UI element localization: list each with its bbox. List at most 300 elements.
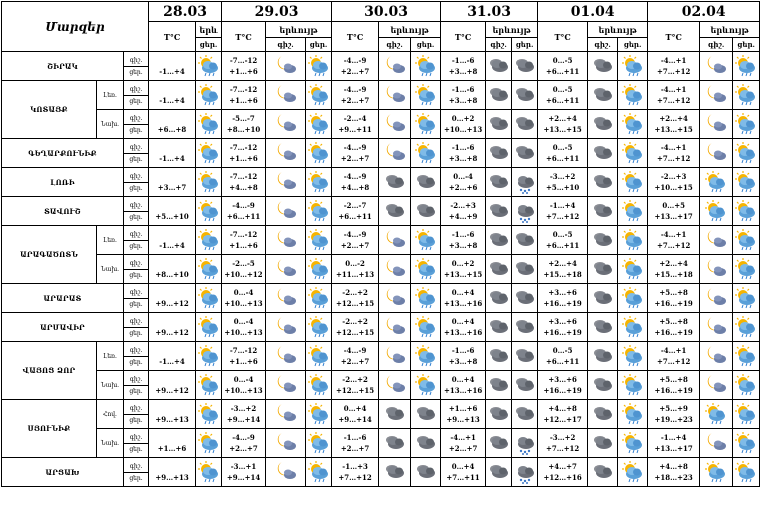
clouds-icon [588, 81, 618, 110]
temperature-value: 0…+4 +13…+16 [441, 371, 486, 400]
temperature-value: -1…-6 +3…+8 [441, 342, 486, 371]
moon-cloud-icon [266, 52, 306, 81]
sun-cloud-rain-icon [196, 400, 222, 429]
region-name: ԿՈՏԱՅՔ [2, 81, 97, 139]
night-day-label: գիշ. ցեր. [124, 284, 149, 313]
sun-cloud-rain-icon [196, 139, 222, 168]
sun-cloud-rain-icon [733, 226, 760, 255]
temperature-value: +2…+4 +13…+15 [648, 110, 700, 139]
sun-cloud-rain-icon [306, 110, 332, 139]
clouds-icon [486, 458, 512, 487]
weather-header: երևույթ [486, 22, 538, 38]
clouds-icon [379, 429, 411, 458]
temperature-value: -4…-9 +2…+7 [332, 226, 379, 255]
night-header: գիշ. [379, 38, 411, 52]
moon-cloud-icon [379, 284, 411, 313]
sun-cloud-rain-icon [306, 197, 332, 226]
moon-cloud-icon [266, 342, 306, 371]
clouds-icon [512, 284, 538, 313]
moon-cloud-icon [700, 139, 733, 168]
temperature-value: 0…-5 +6…+11 [538, 139, 588, 168]
night-day-label: գիշ. ցեր. [124, 458, 149, 487]
zone-label: Լեռ. [97, 226, 124, 255]
temperature-value: -7…-12 +1…+6 [222, 81, 266, 110]
sun-cloud-rain-icon [306, 139, 332, 168]
moon-cloud-icon [700, 52, 733, 81]
temperature-value: +3…+6 +16…+19 [538, 313, 588, 342]
clouds-icon [379, 458, 411, 487]
sun-cloud-rain-icon [618, 110, 648, 139]
temperature-value: -3…+2 +5…+10 [538, 168, 588, 197]
night-day-label: գիշ. ցեր. [124, 342, 149, 371]
zone-label: Նախ. [97, 255, 124, 284]
clouds-icon [588, 255, 618, 284]
sun-cloud-rain-icon [733, 255, 760, 284]
sun-cloud-rain-icon [196, 255, 222, 284]
clouds-icon [512, 371, 538, 400]
clouds-icon [486, 139, 512, 168]
temperature-value: -4…+1 +7…+12 [648, 139, 700, 168]
region-name: ՎԱՅՈՑ ՁՈՐ [2, 342, 97, 400]
table-row [2, 52, 760, 81]
sun-cloud-rain-icon [618, 168, 648, 197]
temperature-value: +3…+6 +16…+19 [538, 284, 588, 313]
sun-cloud-rain-icon [306, 313, 332, 342]
temperature-value: -1…+3 +7…+12 [332, 458, 379, 487]
sun-cloud-rain-icon [733, 81, 760, 110]
region-name: ՍՅՈՒՆԻՔ [2, 400, 97, 458]
temperature-value: +5…+8 +16…+19 [648, 313, 700, 342]
temp-header: T°C [149, 22, 196, 52]
zone-label: Նախ. [97, 110, 124, 139]
sun-cloud-rain-icon [700, 458, 733, 487]
temperature-value: +1…+6 +9…+13 [441, 400, 486, 429]
sun-cloud-rain-icon [196, 458, 222, 487]
clouds-icon [588, 139, 618, 168]
sun-cloud-rain-icon [306, 342, 332, 371]
temperature-value: 0…-5 +6…+11 [538, 226, 588, 255]
clouds-icon [588, 429, 618, 458]
clouds-icon [411, 168, 441, 197]
date-header: 29.03 [222, 2, 332, 22]
night-day-label: գիշ. ցեր. [124, 255, 149, 284]
clouds-icon [486, 371, 512, 400]
moon-cloud-icon [379, 313, 411, 342]
sun-cloud-rain-icon [618, 139, 648, 168]
moon-cloud-icon [700, 284, 733, 313]
temperature-value: -1…-6 +3…+8 [441, 226, 486, 255]
temperature-value: -4…-9 +2…+7 [332, 139, 379, 168]
temperature-value: 0…+2 +13…+15 [441, 255, 486, 284]
day-header: ցեր. [306, 38, 332, 52]
temperature-value: 0…-5 +6…+11 [538, 81, 588, 110]
moon-cloud-icon [379, 139, 411, 168]
weather-header: երև [196, 22, 222, 38]
temperature-value: -2…+2 +12…+15 [332, 313, 379, 342]
clouds-icon [486, 342, 512, 371]
sun-cloud-rain-icon [306, 371, 332, 400]
clouds-icon [379, 168, 411, 197]
temperature-value: -1…+4 [149, 52, 196, 81]
snow-cloud-icon [512, 168, 538, 197]
clouds-icon [512, 52, 538, 81]
table-row [2, 429, 760, 458]
sun-cloud-rain-icon [733, 429, 760, 458]
moon-cloud-icon [700, 371, 733, 400]
temp-header: T°C [648, 22, 700, 52]
clouds-icon [588, 197, 618, 226]
temp-header: T°C [222, 22, 266, 52]
temperature-value: -5…-7 +8…+10 [222, 110, 266, 139]
temperature-value: 0…-4 +2…+6 [441, 168, 486, 197]
temperature-value: -4…+1 +7…+12 [648, 52, 700, 81]
date-header: 02.04 [648, 2, 760, 22]
temperature-value: +9…+13 [149, 400, 196, 429]
sun-cloud-rain-icon [411, 139, 441, 168]
clouds-icon [379, 197, 411, 226]
weather-header: երևույթ [266, 22, 332, 38]
temperature-value: -4…+1 +7…+12 [648, 81, 700, 110]
day-header: ցեր. [411, 38, 441, 52]
night-day-label: գիշ. ցեր. [124, 52, 149, 81]
sun-cloud-rain-icon [618, 458, 648, 487]
moon-cloud-icon [266, 168, 306, 197]
forecast-body [2, 52, 760, 487]
clouds-icon [486, 226, 512, 255]
sun-cloud-rain-icon [196, 342, 222, 371]
sun-cloud-rain-icon [618, 429, 648, 458]
region-name: ԱՐԱՐԱՏ [2, 284, 124, 313]
sun-cloud-rain-icon [700, 400, 733, 429]
weather-header: երևույթ [588, 22, 648, 38]
moon-cloud-icon [700, 226, 733, 255]
forecast-table [1, 1, 760, 487]
sun-cloud-rain-icon [733, 139, 760, 168]
sun-cloud-rain-icon [306, 81, 332, 110]
temperature-value: -4…+1 +2…+7 [441, 429, 486, 458]
temperature-value: -1…+4 [149, 342, 196, 371]
sun-cloud-rain-icon [733, 313, 760, 342]
sun-cloud-rain-icon [411, 284, 441, 313]
temperature-value: -3…+1 +9…+14 [222, 458, 266, 487]
temperature-value: 0…+4 +9…+14 [332, 400, 379, 429]
night-day-label: գիշ. ցեր. [124, 429, 149, 458]
night-day-label: գիշ. ցեր. [124, 139, 149, 168]
clouds-icon [486, 81, 512, 110]
table-row [2, 168, 760, 197]
moon-cloud-icon [379, 226, 411, 255]
temperature-value: -7…-12 +1…+6 [222, 342, 266, 371]
temperature-value: -7…-12 +1…+6 [222, 226, 266, 255]
sun-cloud-rain-icon [618, 226, 648, 255]
moon-cloud-icon [700, 255, 733, 284]
clouds-icon [486, 110, 512, 139]
moon-cloud-icon [266, 81, 306, 110]
clouds-icon [588, 313, 618, 342]
temperature-value: -7…-12 +1…+6 [222, 52, 266, 81]
temperature-value: -1…-6 +3…+8 [441, 81, 486, 110]
night-day-label: գիշ. ցեր. [124, 168, 149, 197]
temperature-value: 0…+2 +10…+13 [441, 110, 486, 139]
clouds-icon [588, 168, 618, 197]
temperature-value: 0…-4 +10…+13 [222, 371, 266, 400]
sun-cloud-rain-icon [618, 342, 648, 371]
table-row [2, 226, 760, 255]
sun-cloud-rain-icon [306, 255, 332, 284]
snow-cloud-icon [512, 458, 538, 487]
clouds-icon [588, 284, 618, 313]
clouds-icon [486, 52, 512, 81]
temperature-value: 0…+5 +13…+17 [648, 197, 700, 226]
sun-cloud-rain-icon [733, 342, 760, 371]
sun-cloud-rain-icon [618, 313, 648, 342]
clouds-icon [512, 342, 538, 371]
temperature-value: -2…-5 +10…+12 [222, 255, 266, 284]
temperature-value: -2…+3 +10…+15 [648, 168, 700, 197]
temperature-value: -2…-7 +6…+11 [332, 197, 379, 226]
temp-header: T°C [538, 22, 588, 52]
moon-cloud-icon [266, 284, 306, 313]
moon-cloud-icon [266, 139, 306, 168]
table-row [2, 284, 760, 313]
zone-label: Հով. [97, 400, 124, 429]
clouds-icon [486, 429, 512, 458]
zone-label: Նախ. [97, 429, 124, 458]
temperature-value: -4…-9 +2…+7 [222, 429, 266, 458]
clouds-icon [588, 371, 618, 400]
temperature-value: -7…-12 +1…+6 [222, 139, 266, 168]
temperature-value: 0…-2 +11…+13 [332, 255, 379, 284]
sun-cloud-rain-icon [411, 110, 441, 139]
sun-cloud-rain-icon [196, 52, 222, 81]
sun-cloud-rain-icon [306, 52, 332, 81]
table-row [2, 197, 760, 226]
temperature-value: +4…+8 +12…+17 [538, 400, 588, 429]
temperature-value: +2…+4 +15…+18 [648, 255, 700, 284]
temperature-value: 0…-5 +6…+11 [538, 342, 588, 371]
sun-cloud-rain-icon [196, 81, 222, 110]
sun-cloud-rain-icon [306, 429, 332, 458]
sun-cloud-rain-icon [733, 284, 760, 313]
moon-cloud-icon [266, 458, 306, 487]
temperature-value: 0…+4 +13…+16 [441, 313, 486, 342]
clouds-icon [486, 255, 512, 284]
sun-cloud-rain-icon [306, 458, 332, 487]
temperature-value: +5…+8 +16…+19 [648, 284, 700, 313]
clouds-icon [588, 458, 618, 487]
temperature-value: -1…-6 +3…+8 [441, 52, 486, 81]
zone-label: Լեռ. [97, 342, 124, 371]
weather-header: երևույթ [700, 22, 760, 38]
night-day-label: գիշ. ցեր. [124, 400, 149, 429]
region-name: ՇԻՐԱԿ [2, 52, 124, 81]
clouds-icon [512, 139, 538, 168]
clouds-icon [379, 400, 411, 429]
moon-cloud-icon [266, 110, 306, 139]
date-header: 01.04 [538, 2, 648, 22]
sun-cloud-rain-icon [196, 168, 222, 197]
sun-cloud-rain-icon [411, 81, 441, 110]
temperature-value: +2…+4 +15…+18 [538, 255, 588, 284]
table-row [2, 313, 760, 342]
temperature-value: +3…+7 [149, 168, 196, 197]
night-day-label: գիշ. ցեր. [124, 81, 149, 110]
day-header: ցեր. [196, 38, 222, 52]
night-day-label: գիշ. ցեր. [124, 371, 149, 400]
temperature-value: -4…-9 +2…+7 [332, 52, 379, 81]
moon-cloud-icon [379, 81, 411, 110]
region-name: ԳԵՂԱՐՔՈՒՆԻՔ [2, 139, 124, 168]
sun-cloud-rain-icon [618, 81, 648, 110]
sun-cloud-rain-icon [618, 284, 648, 313]
zone-label: Նախ. [97, 371, 124, 400]
moon-cloud-icon [266, 255, 306, 284]
clouds-icon [512, 110, 538, 139]
temperature-value: +9…+12 [149, 313, 196, 342]
table-row [2, 255, 760, 284]
sun-cloud-rain-icon [618, 371, 648, 400]
moon-cloud-icon [700, 429, 733, 458]
sun-cloud-rain-icon [733, 52, 760, 81]
sun-cloud-rain-icon [306, 400, 332, 429]
temperature-value: -7…-12 +4…+8 [222, 168, 266, 197]
temperature-value: +5…+10 [149, 197, 196, 226]
sun-cloud-rain-icon [411, 255, 441, 284]
region-name: ԱՐԱԳԱԾՈՏՆ [2, 226, 97, 284]
clouds-icon [588, 110, 618, 139]
temperature-value: +3…+6 +16…+19 [538, 371, 588, 400]
temperature-value: -4…-9 +6…+11 [222, 197, 266, 226]
day-header: ցեր. [618, 38, 648, 52]
sun-cloud-rain-icon [618, 400, 648, 429]
clouds-icon [411, 400, 441, 429]
sun-cloud-rain-icon [306, 168, 332, 197]
night-day-label: գիշ. ցեր. [124, 226, 149, 255]
date-header: 30.03 [332, 2, 441, 22]
sun-cloud-rain-icon [733, 168, 760, 197]
region-name: ԱՐՄԱՎԻՐ [2, 313, 124, 342]
moon-cloud-icon [700, 110, 733, 139]
temperature-value: 0…-5 +6…+11 [538, 52, 588, 81]
moon-cloud-icon [266, 226, 306, 255]
clouds-icon [486, 284, 512, 313]
clouds-icon [486, 313, 512, 342]
temperature-value: +1…+6 [149, 429, 196, 458]
night-day-label: գիշ. ցեր. [124, 313, 149, 342]
temperature-value: -4…-9 +2…+7 [332, 81, 379, 110]
temperature-value: 0…-4 +10…+13 [222, 284, 266, 313]
clouds-icon [512, 255, 538, 284]
clouds-icon [486, 197, 512, 226]
sun-cloud-rain-icon [196, 197, 222, 226]
sun-cloud-rain-icon [411, 342, 441, 371]
clouds-icon [588, 52, 618, 81]
temperature-value: +5…+9 +19…+23 [648, 400, 700, 429]
zone-label: Լեռ. [97, 81, 124, 110]
temperature-value: -3…+2 +9…+14 [222, 400, 266, 429]
clouds-icon [512, 313, 538, 342]
night-day-label: գիշ. ցեր. [124, 197, 149, 226]
temperature-value: 0…+4 +7…+11 [441, 458, 486, 487]
clouds-icon [411, 197, 441, 226]
date-header: 31.03 [441, 2, 538, 22]
table-row [2, 81, 760, 110]
sun-cloud-rain-icon [700, 197, 733, 226]
sun-cloud-rain-icon [196, 429, 222, 458]
clouds-icon [486, 168, 512, 197]
sun-cloud-rain-icon [196, 371, 222, 400]
temperature-value: -1…+4 +7…+12 [538, 197, 588, 226]
sun-cloud-rain-icon [196, 284, 222, 313]
temperature-value: -1…+4 [149, 226, 196, 255]
temperature-value: -1…+4 [149, 81, 196, 110]
clouds-icon [588, 226, 618, 255]
regions-header: Մարզեր [2, 2, 149, 52]
sun-cloud-rain-icon [618, 255, 648, 284]
sun-cloud-rain-icon [196, 226, 222, 255]
temperature-value: -4…-9 +4…+8 [332, 168, 379, 197]
temperature-value: +9…+12 [149, 371, 196, 400]
sun-cloud-rain-icon [411, 371, 441, 400]
region-name: ՏԱՎՈՒՇ [2, 197, 124, 226]
temperature-value: -1…-6 +2…+7 [332, 429, 379, 458]
clouds-icon [411, 458, 441, 487]
region-name: ԱՐՑԱԽ [2, 458, 124, 487]
moon-cloud-icon [266, 429, 306, 458]
temperature-value: -4…-9 +2…+7 [332, 342, 379, 371]
temperature-value: -2…+3 +4…+9 [441, 197, 486, 226]
sun-cloud-rain-icon [306, 226, 332, 255]
sun-cloud-rain-icon [618, 52, 648, 81]
moon-cloud-icon [266, 197, 306, 226]
temp-header: T°C [332, 22, 379, 52]
sun-cloud-rain-icon [411, 52, 441, 81]
weather-header: երևույթ [379, 22, 441, 38]
night-header: գիշ. [588, 38, 618, 52]
temperature-value: -1…+4 +13…+17 [648, 429, 700, 458]
sun-cloud-rain-icon [306, 284, 332, 313]
temperature-value: +4…+8 +18…+23 [648, 458, 700, 487]
sun-cloud-rain-icon [411, 226, 441, 255]
temperature-value: -2…+2 +12…+15 [332, 284, 379, 313]
night-header: գիշ. [700, 38, 733, 52]
clouds-icon [512, 81, 538, 110]
moon-cloud-icon [379, 342, 411, 371]
temperature-value: +2…+4 +13…+15 [538, 110, 588, 139]
table-row [2, 458, 760, 487]
moon-cloud-icon [266, 371, 306, 400]
clouds-icon [588, 342, 618, 371]
moon-cloud-icon [379, 255, 411, 284]
sun-cloud-rain-icon [733, 197, 760, 226]
table-row [2, 342, 760, 371]
temperature-value: +8…+10 [149, 255, 196, 284]
snow-cloud-icon [512, 197, 538, 226]
moon-cloud-icon [379, 371, 411, 400]
table-row [2, 371, 760, 400]
temperature-value: -4…+1 +7…+12 [648, 342, 700, 371]
sun-cloud-rain-icon [733, 458, 760, 487]
clouds-icon [411, 429, 441, 458]
temperature-value: +5…+8 +16…+19 [648, 371, 700, 400]
temperature-value: +9…+12 [149, 284, 196, 313]
temperature-value: 0…-4 +10…+13 [222, 313, 266, 342]
temperature-value: -2…-4 +9…+11 [332, 110, 379, 139]
clouds-icon [486, 400, 512, 429]
sun-cloud-rain-icon [411, 313, 441, 342]
moon-cloud-icon [700, 313, 733, 342]
region-name: ԼՈՌԻ [2, 168, 124, 197]
